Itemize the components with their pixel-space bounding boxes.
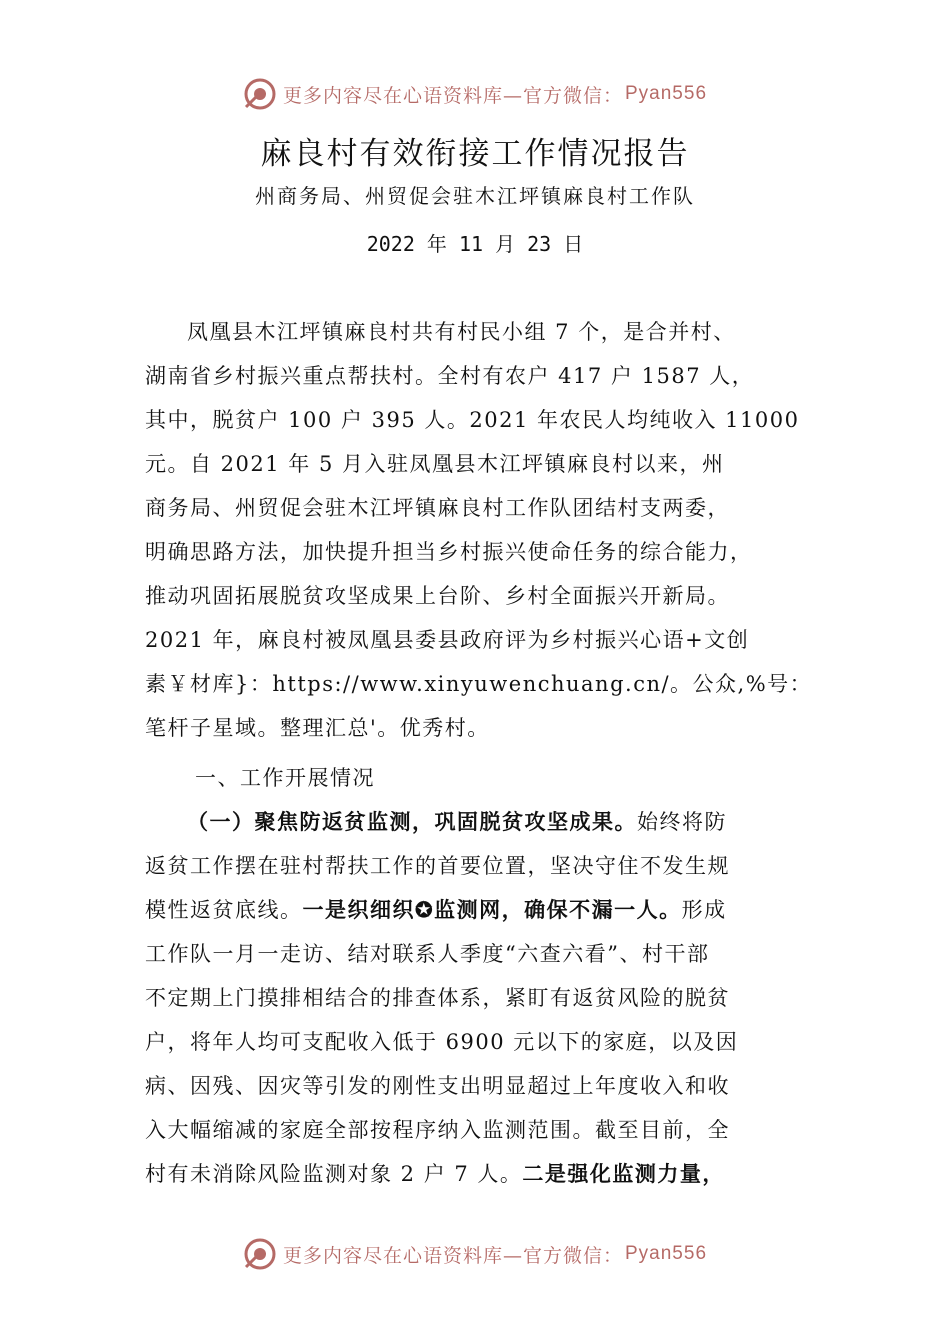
watermark-text: 更多内容尽在心语资料库—官方微信： bbox=[282, 84, 623, 107]
paragraph-line: 凤凰县木江坪镇麻良村共有村民小组 7 个，是合并村、 bbox=[187, 320, 736, 344]
paragraph-line: 不定期上门摸排相结合的排查体系，紧盯有返贫风险的脱贫 bbox=[145, 986, 730, 1010]
watermark-bottom bbox=[0, 1234, 950, 1274]
paragraph-line bbox=[145, 800, 825, 844]
paragraph-line: 笔杆子星域。整理汇总'。优秀村。 bbox=[145, 716, 490, 740]
paragraph-line: 元。自 2021 年 5 月入驻凤凰县木江坪镇麻良村以来，州 bbox=[145, 452, 725, 476]
text-run: 村有未消除风险监测对象 2 户 7 人。 bbox=[145, 1162, 523, 1186]
document-body bbox=[145, 310, 825, 1196]
logo-icon bbox=[243, 77, 277, 111]
paragraph-line bbox=[145, 888, 825, 932]
watermark-id: Pyan556 bbox=[625, 83, 708, 104]
paragraph-line bbox=[145, 1152, 825, 1196]
subtitle: 州商务局、州贸促会驻木江坪镇麻良村工作队 bbox=[255, 184, 695, 208]
report-date: 2022 年 11 月 23 日 bbox=[366, 232, 584, 256]
paragraph-line: 推动巩固拓展脱贫攻坚成果上台阶、乡村全面振兴开新局。 bbox=[145, 584, 730, 608]
watermark-text: 更多内容尽在心语资料库—官方微信： bbox=[282, 1244, 623, 1267]
subsection-title: （一）聚焦防返贫监测，巩固脱贫攻坚成果。 bbox=[187, 809, 637, 834]
watermark-top bbox=[0, 74, 950, 114]
text-run: 形成 bbox=[681, 898, 727, 922]
text-run: 始终将防 bbox=[637, 810, 727, 834]
text-run: 模性返贫底线。 bbox=[145, 898, 303, 922]
paragraph-line: 湖南省乡村振兴重点帮扶村。全村有农户 417 户 1587 人， bbox=[145, 364, 755, 388]
watermark-id: Pyan556 bbox=[625, 1243, 708, 1264]
paragraph-line: 病、因残、因灾等引发的刚性支出明显超过上年度收入和收 bbox=[145, 1074, 730, 1098]
bold-text-run: 二是强化监测力量， bbox=[522, 1161, 725, 1186]
paragraph-line: 商务局、州贸促会驻木江坪镇麻良村工作队团结村支两委， bbox=[145, 496, 730, 520]
paragraph-line: 户，将年人均可支配收入低于 6900 元以下的家庭，以及因 bbox=[145, 1030, 739, 1054]
page-title: 麻良村有效衔接工作情况报告 bbox=[260, 136, 690, 172]
paragraph-line: 2021 年，麻良村被凤凰县委县政府评为乡村振兴心语+文创 bbox=[145, 628, 750, 652]
section-heading: 一、工作开展情况 bbox=[195, 766, 375, 790]
bold-text-run: 一是织细织✪监测网，确保不漏一人。 bbox=[302, 897, 682, 922]
logo-icon bbox=[243, 1237, 277, 1271]
paragraph-line: 入大幅缩减的家庭全部按程序纳入监测范围。截至目前，全 bbox=[145, 1118, 730, 1142]
paragraph-line: 返贫工作摆在驻村帮扶工作的首要位置，坚决守住不发生规 bbox=[145, 854, 730, 878]
paragraph-line: 明确思路方法，加快提升担当乡村振兴使命任务的综合能力， bbox=[145, 540, 753, 564]
paragraph-line: 素￥材库}：https://www.xinyuwenchuang.cn/。公众,%号： bbox=[145, 672, 813, 696]
paragraph-line: 其中，脱贫户 100 户 395 人。2021 年农民人均纯收入 11000 bbox=[145, 408, 800, 432]
paragraph-line: 工作队一月一走访、结对联系人季度“六查六看”、村干部 bbox=[145, 942, 710, 966]
